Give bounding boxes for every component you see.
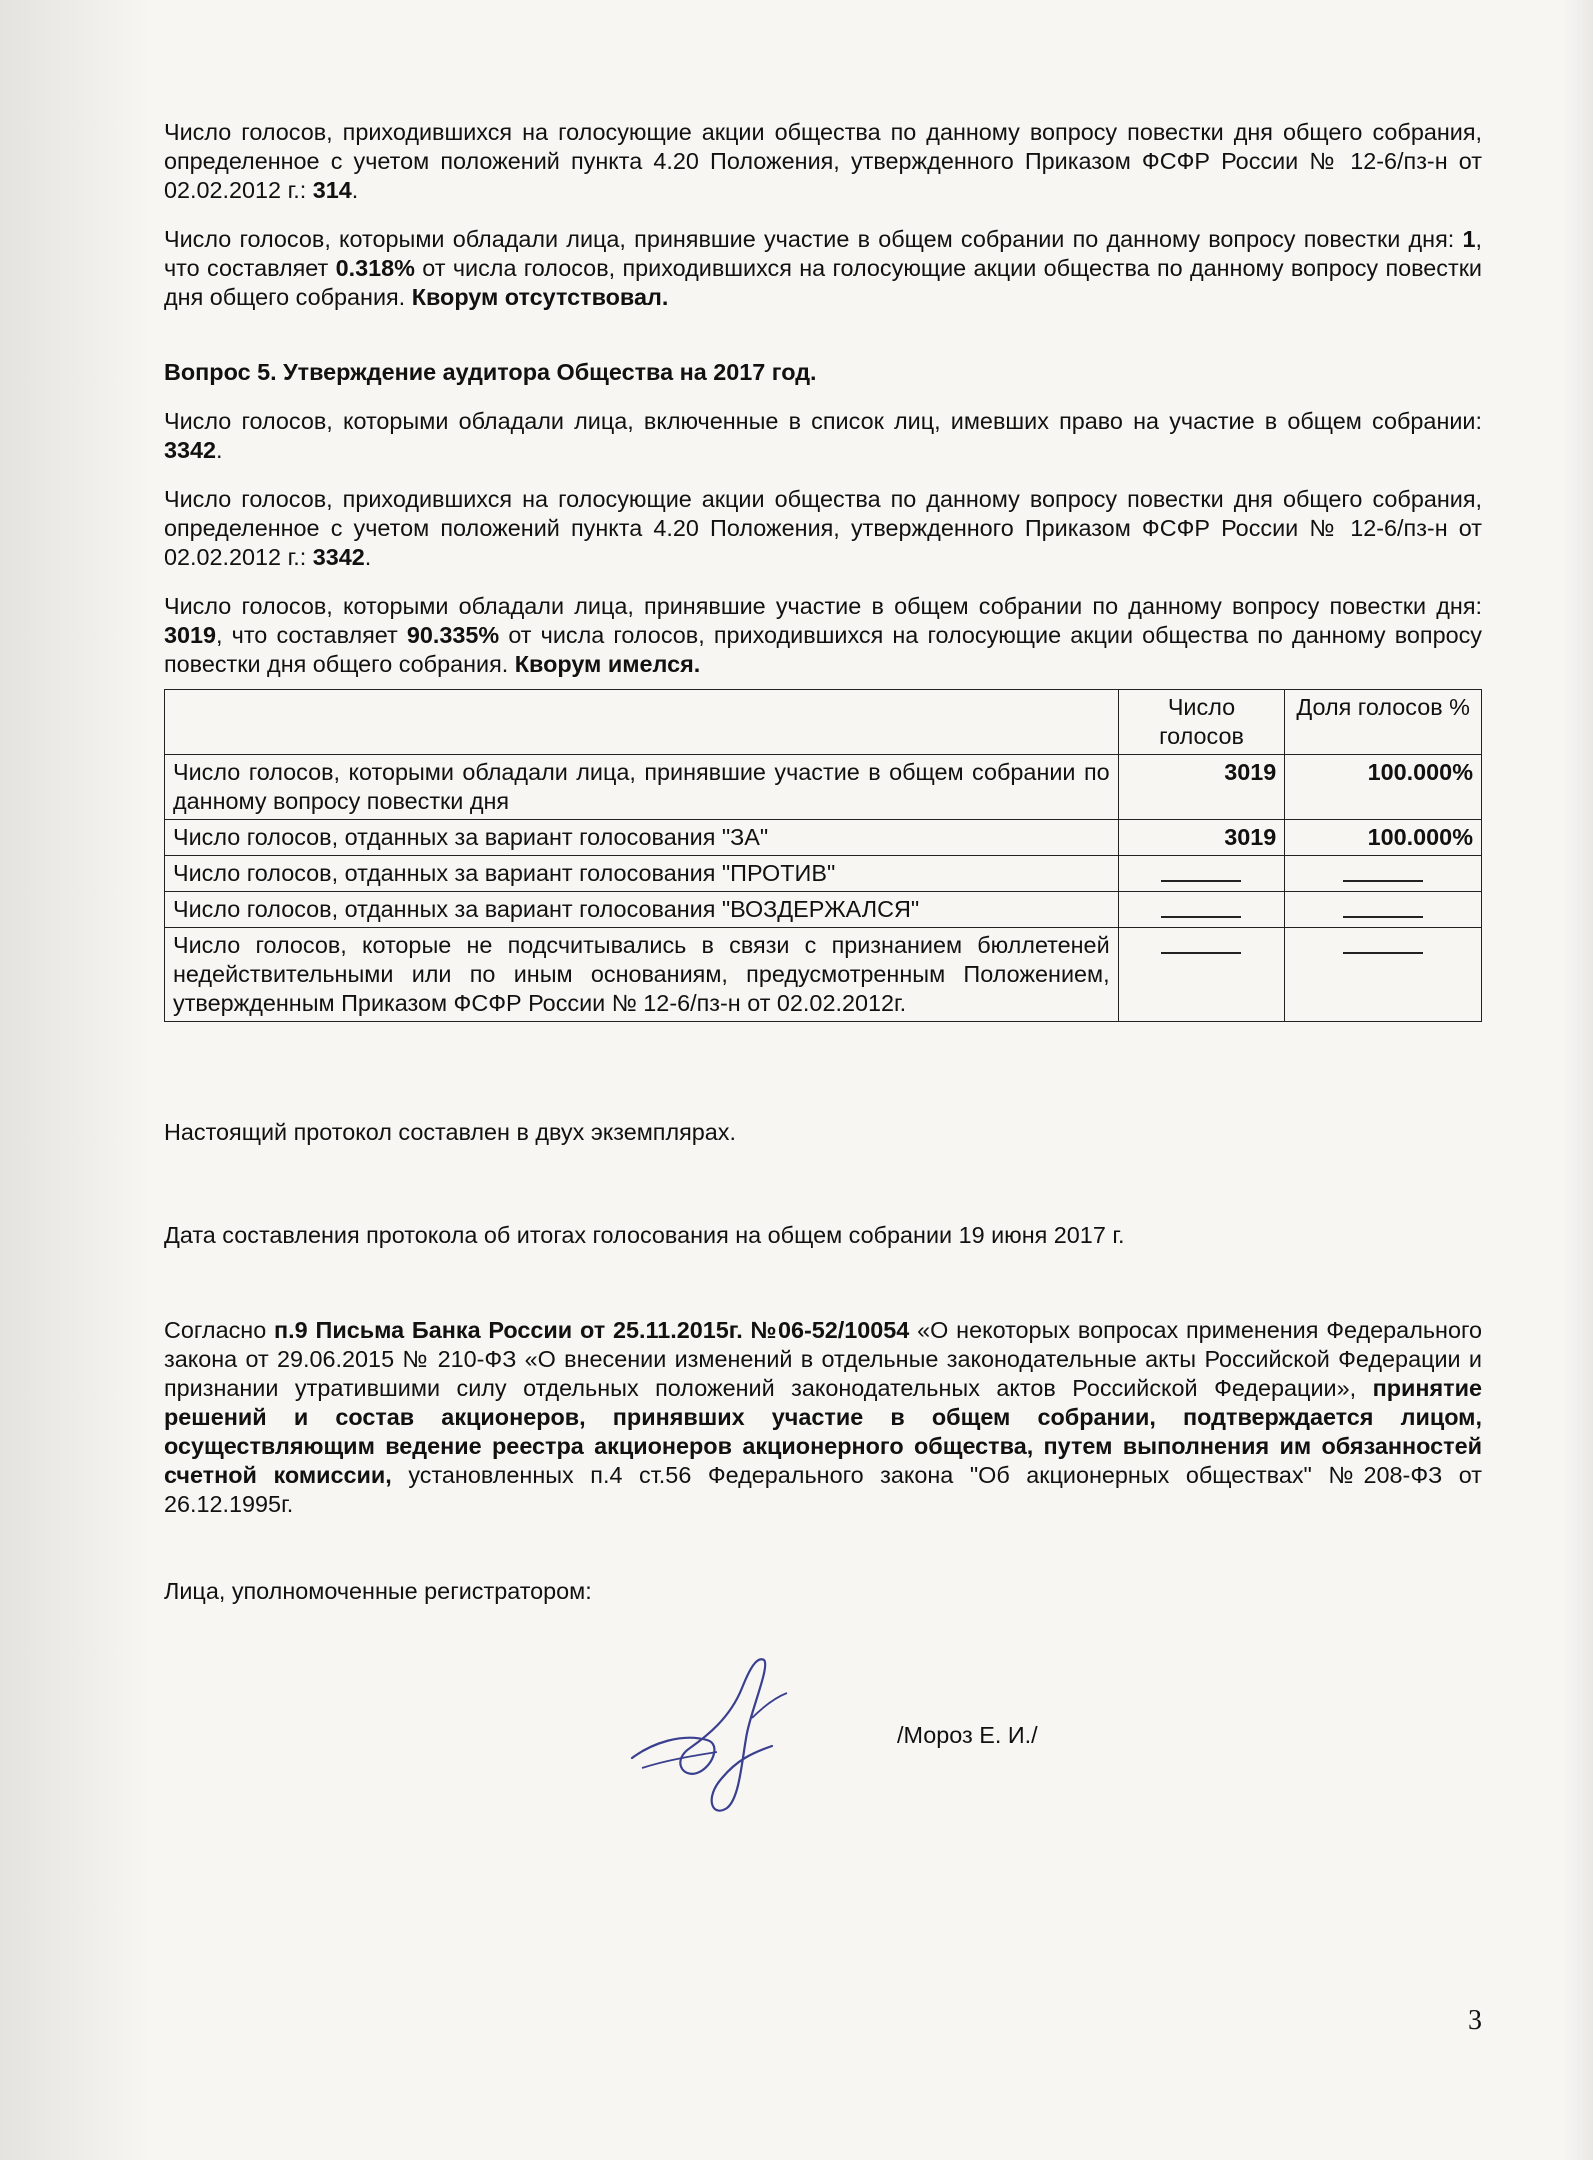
q5-title: Вопрос 5. Утверждение аудитора Общества на 2017 год. [164, 359, 817, 385]
row-label: Число голосов, отданных за вариант голосования "ЗА" [165, 820, 1119, 856]
table-row [165, 892, 1482, 928]
handwritten-signature [612, 1648, 812, 1818]
q5-participants: Число голосов, которыми обладали лица, принявшие участие в общем собрании по данному вопросу повестки дня: 3019, что составляет 90.335% от числа голосов, приходившихся на голосующие акции общества по данному вопросу повестки дня общего собрания. Кворум имелся. [164, 593, 1482, 677]
voting-results-table [164, 689, 1482, 1022]
row-votes: 3019 [1118, 755, 1285, 820]
legal-basis: Согласно п.9 Письма Банка России от 25.11.2015г. №06-52/10054 «О некоторых вопросах применения Федерального закона от 29.06.2015 № 210-ФЗ «О внесении изменений в отдельные законодательные акты Российской Федерации и признании утратившими силу отдельных положений законодательных актов Российской Федерации», принятие решений и состав акционеров, принявших участие в общем собрании, подтверждается лицом, осуществляющим ведение реестра акционеров акционерного общества, путем выполнения им обязанностей счетной комиссии, установленных п.4 ст.56 Федерального закона "Об акционерных обществах" №208-ФЗ от 26.12.1995г. [164, 1317, 1482, 1517]
row-votes-dash [1118, 856, 1285, 892]
dash-mark [1343, 880, 1423, 882]
row-label: Число голосов, отданных за вариант голосования "ПРОТИВ" [165, 856, 1119, 892]
row-share: 100.000% [1285, 820, 1482, 856]
dash-mark [1161, 916, 1241, 918]
q5-quorum-calc: Число голосов, приходившихся на голосующие акции общества по данному вопросу повестки дня общего собрания, определенное с учетом положений пункта 4.20 Положения, утвержденного Приказом ФСФР России № 12-6/пз-н от 02.02.2012 г.: 3342. [164, 486, 1482, 570]
row-votes-dash [1118, 892, 1285, 928]
table-row [165, 755, 1482, 820]
q4-participants: Число голосов, которыми обладали лица, принявшие участие в общем собрании по данному вопросу повестки дня: 1, что составляет 0.318% от числа голосов, приходившихся на голосующие акции общества по данному вопросу повестки дня общего собрания. Кворум отсутствовал. [164, 226, 1482, 310]
copies-statement: Настоящий протокол составлен в двух экземплярах. [164, 1119, 736, 1145]
row-label: Число голосов, отданных за вариант голосования "ВОЗДЕРЖАЛСЯ" [165, 892, 1119, 928]
dash-mark [1343, 952, 1423, 954]
table-header-empty [165, 690, 1119, 755]
protocol-date: Дата составления протокола об итогах голосования на общем собрании 19 июня 2017 г. [164, 1222, 1125, 1248]
row-share-dash [1285, 892, 1482, 928]
table-row [165, 820, 1482, 856]
row-share-dash [1285, 928, 1482, 1022]
row-votes: 3019 [1118, 820, 1285, 856]
q5-eligible: Число голосов, которыми обладали лица, включенные в список лиц, имевших право на участие в общем собрании: 3342. [164, 408, 1482, 463]
q4-quorum-calc: Число голосов, приходившихся на голосующие акции общества по данному вопросу повестки дня общего собрания, определенное с учетом положений пункта 4.20 Положения, утвержденного Приказом ФСФР России № 12-6/пз-н от 02.02.2012 г.: 314. [164, 119, 1482, 203]
row-share-dash [1285, 856, 1482, 892]
dash-mark [1161, 952, 1241, 954]
authorized-persons: Лица, уполномоченные регистратором: [164, 1578, 592, 1604]
dash-mark [1161, 880, 1241, 882]
row-label: Число голосов, которые не подсчитывались в связи с признанием бюллетеней недействительными или по иным основаниям, предусмотренным Положением, утвержденным Приказом ФСФР России № 12-6/пз-н от 02.02.2012г. [165, 928, 1119, 1022]
table-header-share: Доля голосов % [1285, 690, 1482, 755]
scan-right-shadow [1563, 0, 1593, 2160]
signer-name: /Мороз Е. И./ [897, 1722, 1038, 1748]
document-body [164, 118, 1482, 1606]
page-number: 3 [1468, 2005, 1482, 2036]
table-row [165, 856, 1482, 892]
table-row [165, 928, 1482, 1022]
row-votes-dash [1118, 928, 1285, 1022]
table-header-votes: Число голосов [1118, 690, 1285, 755]
row-share: 100.000% [1285, 755, 1482, 820]
dash-mark [1343, 916, 1423, 918]
q4-quorum-status: Кворум отсутствовал. [411, 284, 669, 310]
q5-quorum-status: Кворум имелся. [514, 651, 701, 677]
scan-left-shadow [0, 0, 150, 2160]
row-label: Число голосов, которыми обладали лица, принявшие участие в общем собрании по данному вопросу повестки дня [165, 755, 1119, 820]
table-header-row [165, 690, 1482, 755]
